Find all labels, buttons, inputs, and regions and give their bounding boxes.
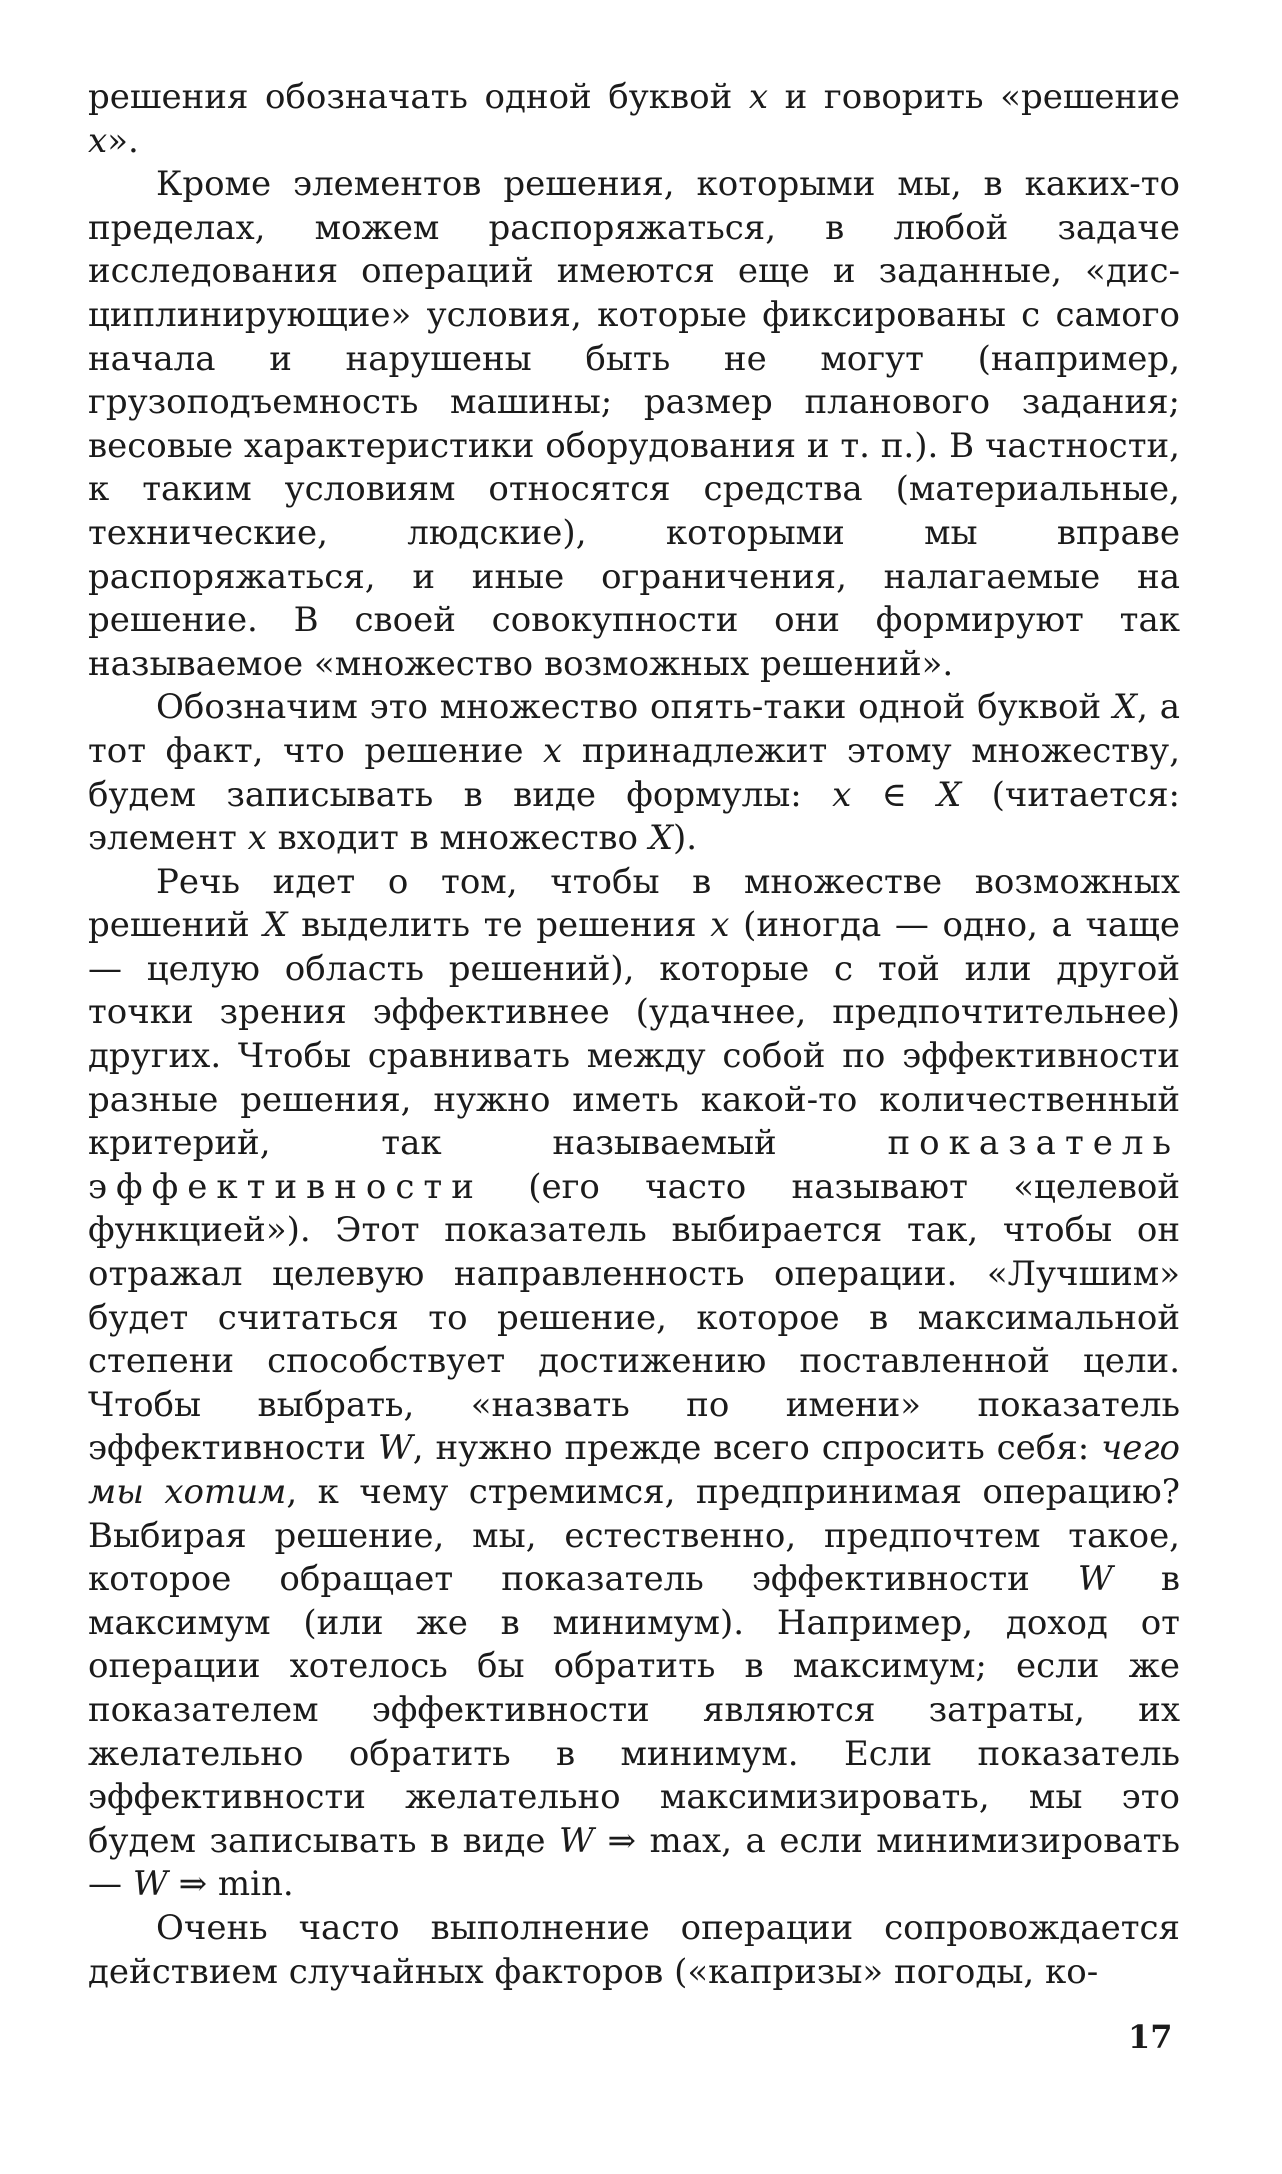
text-run: x	[247, 818, 267, 859]
text-run: ).	[673, 818, 698, 859]
text-run: ⇒ max, а если минимизировать —	[88, 1820, 1180, 1905]
text-run: x	[543, 730, 563, 771]
text-run: x	[710, 905, 730, 946]
text-run: Очень часто выполнение операции сопровождается действием случайных факторов («капризы» погоды, ко-	[88, 1907, 1180, 1992]
text-run: ».	[107, 120, 139, 161]
text-run: X	[648, 818, 674, 859]
text-run: Кроме элементов решения, которыми мы, в каких-то пределах, можем распоряжаться, в любой задаче исследования операций имеются еще и заданные, «дисциплинирующие» условия, которые фиксированы с самого начала и нарушены быть не могут (например, грузоподъемность машины; размер планового задания; весовые характеристики оборудования и т. п.). В частности, к таким условиям относятся средства (материальные, технические, людские), которыми мы вправе распоряжаться, и иные ограничения, налагаемые на решение. В своей совокупности они формируют так называемое «множество возможных решений».	[88, 164, 1180, 684]
text-run: Речь идет о том, чтобы в множестве возможных решений	[88, 861, 1180, 946]
text-run: принадлежит этому множеству, будем записывать в виде формулы:	[88, 730, 1180, 815]
text-run: чего мы хотим	[88, 1428, 1180, 1512]
text-run: и говорить «решение	[768, 77, 1181, 117]
page-text	[88, 76, 1180, 1994]
paragraph-1	[88, 76, 1180, 163]
paragraph-5	[88, 1907, 1180, 1994]
text-run: (его часто называют «целевой функцией»). Этот показатель выбирается так, чтобы он отражал целевую направленность операции. «Лучшим» будет считаться то решение, которое в максимальной степени способствует достижению поставленной цели. Чтобы выбрать, «назвать по имени» показатель эффективности	[88, 1166, 1180, 1469]
text-run: W	[559, 1820, 594, 1861]
text-run: решения обозначать одной буквой	[88, 77, 749, 117]
text-run: W	[377, 1428, 413, 1469]
text-run: W	[132, 1864, 168, 1905]
paragraph-3	[88, 686, 1180, 860]
text-run: показатель эффективности	[88, 1123, 1180, 1207]
text-run: , к чему стремимся, предпринимая операцию? Выбирая решение, мы, естественно, предпочтем такое, которое обращает показатель эффективности	[88, 1472, 1180, 1600]
text-run: Обозначим это множество опять-таки одной буквой	[156, 687, 1113, 728]
text-run: входит в множество	[266, 818, 649, 859]
text-run: ⇒ min.	[167, 1864, 294, 1905]
text-run: W	[1077, 1559, 1113, 1600]
text-run: x	[748, 77, 769, 117]
text-run: в максимум (или же в минимум). Например, доход от операции хотелось бы обратить в максимум; если же показателем эффективности являются затраты, их желательно обратить в минимум. Если показатель эффективности желательно максимизировать, мы это будем записывать в виде	[88, 1559, 1180, 1861]
text-run: выделить те решения	[287, 905, 711, 946]
text-run: x ∈ X	[832, 774, 962, 815]
paragraph-4	[88, 861, 1180, 1907]
paragraph-2	[88, 163, 1180, 686]
text-run: (иногда — одно, а чаще — целую область решений), которые с той или другой точки зрения эффективнее (удачнее, предпочтительнее) других. Чтобы сравнивать между собой по эффективности разные решения, нужно иметь какой-то количественный критерий, так называемый	[88, 905, 1180, 1164]
text-run: (читается: элемент	[88, 774, 1180, 859]
page-number: 17	[1128, 2018, 1173, 2056]
text-run: X	[1112, 687, 1138, 728]
text-run: x	[88, 120, 108, 161]
text-run: X	[263, 905, 288, 946]
text-run: , а тот факт, что решение	[88, 687, 1181, 771]
text-run: , нужно прежде всего спросить себя:	[412, 1428, 1102, 1469]
